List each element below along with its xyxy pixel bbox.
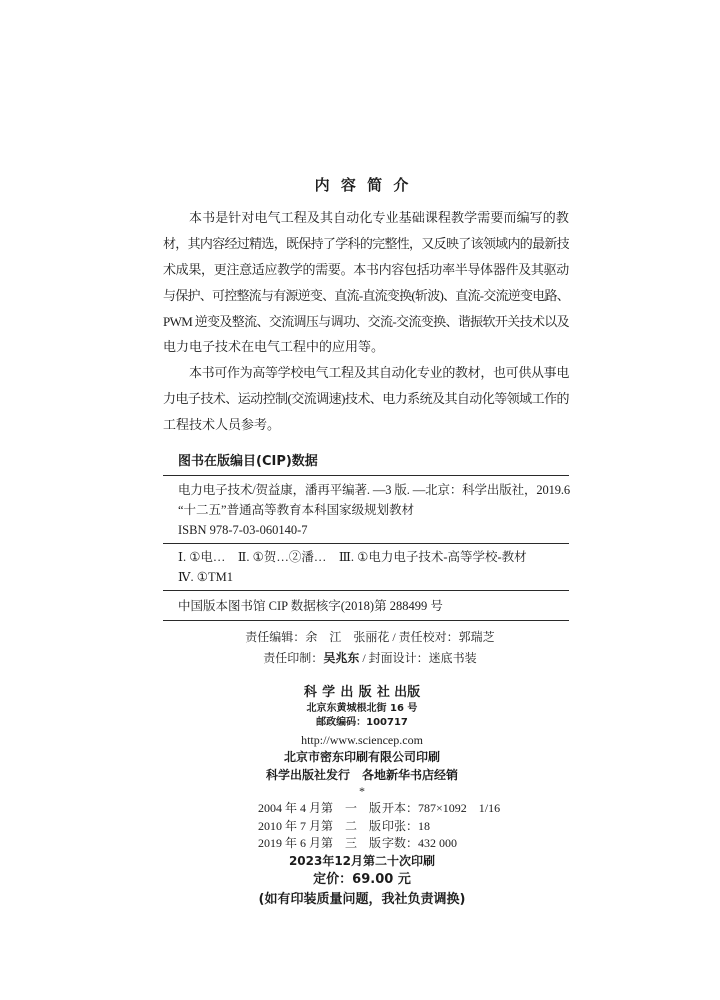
printer: 北京市密东印刷有限公司印刷 <box>283 750 440 764</box>
edition-row <box>258 800 558 816</box>
cip-heading: 图书在版编目(CIP)数据 <box>178 454 318 469</box>
cip-rule <box>163 620 569 621</box>
cip-entry-line: 电力电子技术/贺益康，潘再平编著. —3 版. —北京：科学出版社，2019.6 <box>178 483 570 497</box>
editor-label: 责任编辑： <box>245 630 306 644</box>
print-manager-label: 责任印制： <box>263 651 324 665</box>
publish-suffix: 出版 <box>394 684 421 699</box>
proofreader: 郭瑞芝 <box>458 630 495 644</box>
summary-line: 工程技术人员参考。 <box>163 417 281 433</box>
distribution: 科学出版社发行 各地新华书店经销 <box>265 768 458 782</box>
credits-editorial <box>170 627 570 647</box>
summary-line: 本书可作为高等学校电气工程及其自动化专业的教材，也可供从事电 <box>189 365 569 381</box>
summary-line: 力电子技术、运动控制(交流调速)技术、电力系统及其自动化等领域工作的 <box>163 391 569 407</box>
cip-entry-line: “十二五”普通高等教育本科国家级规划教材 <box>178 503 415 517</box>
publisher-website: http://www.sciencep.com <box>301 733 423 747</box>
publisher-address: 北京东黄城根北街 16 号 <box>306 703 418 714</box>
summary-line: PWM 逆变及整流、交流调压与调功、交流-交流变换、谐振软开关技术以及 <box>163 313 569 329</box>
cip-rule <box>163 543 569 544</box>
edition-date: 2010 年 7 月第 二 版 <box>258 819 382 833</box>
publisher-line <box>162 682 562 702</box>
summary-line: 材，其内容经过精选，既保持了学科的完整性，又反映了该领域内的最新技 <box>163 235 569 251</box>
summary-title: 内 容 简 介 <box>314 176 412 194</box>
cip-rule <box>163 475 569 476</box>
edition-row <box>258 818 558 834</box>
edition-spec: 印张：18 <box>382 819 431 833</box>
publisher-name: 科 学 出 版 社 <box>303 684 391 699</box>
cip-isbn: ISBN 978-7-03-060140-7 <box>178 523 308 537</box>
cover-label: / 封面设计： <box>359 651 429 665</box>
quality-notice: (如有印装质量问题，我社负责调换) <box>258 892 466 907</box>
edition-spec: 开本：787×1092 1/16 <box>382 801 501 815</box>
separator-asterisk: * <box>359 785 365 797</box>
editors: 余 江 张丽花 <box>305 630 390 644</box>
cip-classification-line: Ⅰ. ①电… Ⅱ. ①贺…②潘… Ⅲ. ①电力电子技术-高等学校-教材 <box>178 550 527 564</box>
printing-count: 2023年12月第二十次印刷 <box>288 854 436 868</box>
summary-body <box>163 205 569 438</box>
cip-rule <box>163 590 569 591</box>
price: 定价：69.00 元 <box>313 872 411 887</box>
print-manager: 吴兆东 <box>323 651 360 665</box>
summary-line: 与保护、可控整流与有源逆变、直流-直流变换(斩波)、直流-交流逆变电路、 <box>163 287 569 303</box>
summary-line: 本书是针对电气工程及其自动化专业基础课程教学需要而编写的教 <box>189 210 569 225</box>
publisher-postcode: 邮政编码：100717 <box>316 717 408 728</box>
cip-verification: 中国版本图书馆 CIP 数据核字(2018)第 288499 号 <box>178 599 443 613</box>
cip-classification-line: Ⅳ. ①TM1 <box>178 570 233 584</box>
proof-label: / 责任校对： <box>389 630 459 644</box>
edition-row <box>258 835 558 851</box>
cover-designer: 迷底书装 <box>428 651 477 665</box>
summary-line: 术成果，更注意适应教学的需要。本书内容包括功率半导体器件及其驱动 <box>163 261 569 277</box>
edition-date: 2004 年 4 月第 一 版 <box>258 801 382 815</box>
credits-production <box>170 648 570 668</box>
summary-line: 电力电子技术在电气工程中的应用等。 <box>163 339 385 355</box>
edition-date: 2019 年 6 月第 三 版 <box>258 836 382 850</box>
edition-spec: 字数：432 000 <box>382 836 458 850</box>
